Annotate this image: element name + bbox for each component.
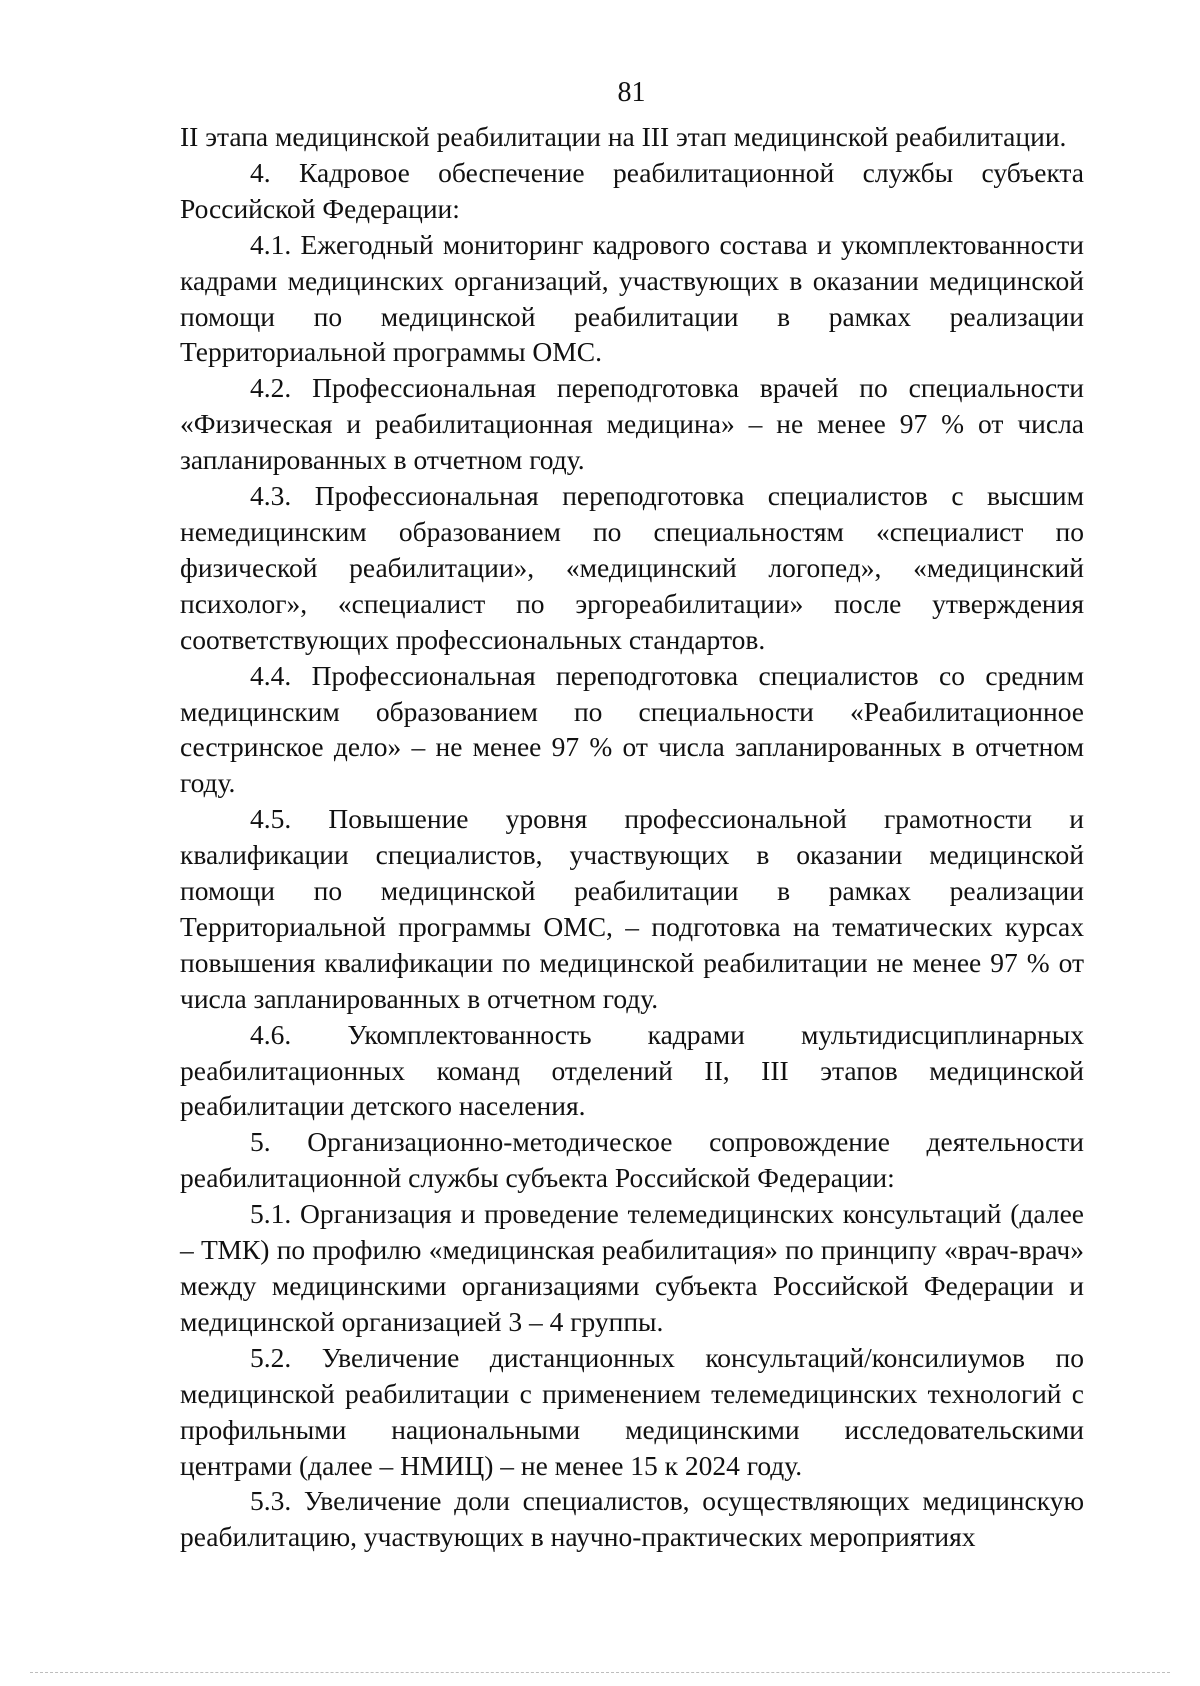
paragraph-4-5: 4.5. Повышение уровня профессиональной грамотности и квалификации специалистов, участвующих в оказании медицинской помощи по медицинской реабилитации в рамках реализации Территориальной программы ОМС, – подготовка на тематических курсах повышения квалификации по медицинской реабилитации не менее 97 % от числа запланированных в отчетном году. (180, 803, 1084, 1014)
paragraph-4-3: 4.3. Профессиональная переподготовка специалистов с высшим немедицинским образованием по специальностям «специалист по физической реабилитации», «медицинский логопед», «медицинский психолог», «специалист по эргореабилитации» после утверждения соответствующих профессиональных стандартов. (180, 480, 1084, 655)
paragraph-4-4: 4.4. Профессиональная переподготовка специалистов со средним медицинским образованием по специальности «Реабилитационное сестринское дело» – не менее 97 % от числа запланированных в отчетном году. (180, 659, 1084, 799)
paragraph-4-6: 4.6. Укомплектованность кадрами мультидисциплинарных реабилитационных команд отделений II, III этапов медицинской реабилитации детского населения. (180, 1018, 1084, 1122)
paragraph-5-1: 5.1. Организация и проведение телемедицинских консультаций (далее – ТМК) по профилю «медицинская реабилитация» по принципу «врач-врач» между медицинскими организациями субъекта Российской Федерации и медицинской организацией 3 – 4 группы. (180, 1198, 1084, 1337)
paragraph-continuation: II этапа медицинской реабилитации на III этап медицинской реабилитации. (180, 121, 1067, 152)
paragraph-5-2: 5.2. Увеличение дистанционных консультаций/консилиумов по медицинской реабилитации с применением телемедицинских технологий с профильными национальными медицинскими исследовательскими центрами (далее – НМИЦ) – не менее 15 к 2024 году. (180, 1341, 1084, 1481)
paragraph-section-4: 4. Кадровое обеспечение реабилитационной службы субъекта Российской Федерации: (180, 156, 1084, 224)
paragraph-section-5: 5. Организационно-методическое сопровождение деятельности реабилитационной службы субъекта Российской Федерации: (180, 1126, 1084, 1194)
document-body (180, 119, 1084, 1555)
page-number: 81 (617, 77, 646, 108)
paragraph-4-1: 4.1. Ежегодный мониторинг кадрового состава и укомплектованности кадрами медицинских организаций, участвующих в оказании медицинской помощи по медицинской реабилитации в рамках реализации Территориальной программы ОМС. (180, 228, 1084, 368)
scan-edge-rule (30, 1672, 1170, 1673)
paragraph-5-3: 5.3. Увеличение доли специалистов, осуществляющих медицинскую реабилитацию, участвующих в научно-практических мероприятиях (180, 1485, 1084, 1553)
paragraph-4-2: 4.2. Профессиональная переподготовка врачей по специальности «Физическая и реабилитационная медицина» – не менее 97 % от числа запланированных в отчетном году. (180, 372, 1084, 476)
